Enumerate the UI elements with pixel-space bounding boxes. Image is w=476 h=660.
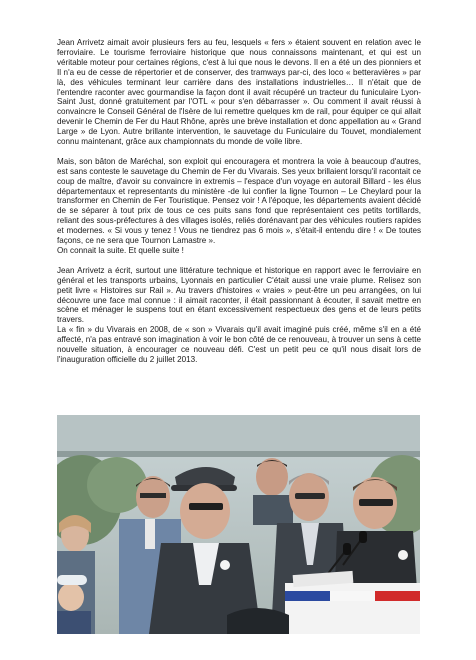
paragraph-4: Jean Arrivetz a écrit, surtout une littérature technique et historique en rapport avec le ferroviaire en général et les transports urbains, Lyonnais en particulier C'était aussi une vraie plume. Relisez son petit livre « Histoires sur Rail ». Au travers d'histoires « vraies » peut-être un peu arrangées, on lui découvre une face mal connue : il aimait raconter, il était passionnant à écouter, il savait mettre en scène et ménager le suspens tout en étant excessivement respectueux des gens et de leurs petits travers. [57, 265, 421, 325]
article-text [57, 38, 421, 375]
paragraph-1: Jean Arrivetz aimait avoir plusieurs fers au feu, lesquels « fers » étaient souvent en relation avec le ferroviaire. Le tourisme ferroviaire historique que nous connaissons maintenant, et qui est un véritable moteur pour certaines régions, c'est à lui que nous le devons. Il en a été un des pionniers et Il n'a eu de cesse de répertorier et de conserver, des tramways par-ci, des loco « betteravières » par là, des véhicules terminant leur carrière dans des installations industrielles… Il n'était que de l'entendre raconter avec gourmandise la façon dont il avait récupéré un tracteur du funiculaire Lyon-Saint Just, donné gratuitement par l'OTL « pour s'en débarrasser ». Ou comment il avait réussi à convaincre le Conseil Général de l'Isère de lui remettre quelques km de rail, pour équiper ce qui allait devenir le Chemin de Fer du Haut Rhône, après une brève installation et donc appellation au « Grand Large » de Lyon. Autre brillante intervention, le sauvetage du Funiculaire du Touvet, mondialement connu maintenant, grâce aux championnats du monde de voile libre. [57, 38, 421, 147]
inauguration-photo [57, 415, 420, 634]
paragraph-3: On connait la suite. Et quelle suite ! [57, 246, 184, 256]
paragraph-5: La « fin » du Vivarais en 2008, de « son » Vivarais qu'il avait imaginé puis créé, même s'il en a été affecté, n'a pas entravé son imagination à voir le bon côté de ce renouveau, à trouver un sens à cette nouvelle situation, à encourager ce nouveau défi. C'est un petit peu ce qu'il nous disait lors de l'inauguration officielle du 2 juillet 2013. [57, 325, 421, 364]
paragraph-2: Mais, son bâton de Maréchal, son exploit qui encouragera et montrera la voie à beaucoup d'autres, est sans conteste le sauvetage du Chemin de Fer du Vivarais. Ses yeux brillaient lorsqu'il racontait ce coup de maître, d'avoir su convaincre in extremis – l'espace d'un voyage en autorail Billard - les élus départementaux et representants du ministère -de lui confier la ligne Tournon – Le Cheylard pour la transformer en Chemin de Fer Touristique. Pensez voir ! A l'époque, les départements avaient décidé de se séparer à tout prix de tous ce ces puits sans fond que représentaient ces petits tortillards, reliant des sous-préfectures à des villages isolés, reliés dorénavant par des véhicules routiers rapides et modernes. « Si vous y tenez ! Vous ne tiendrez pas 6 mois », s'était-il entendu dire ! « De toutes façons, ce ne sera que Tournon Lamastre ». [57, 156, 422, 246]
